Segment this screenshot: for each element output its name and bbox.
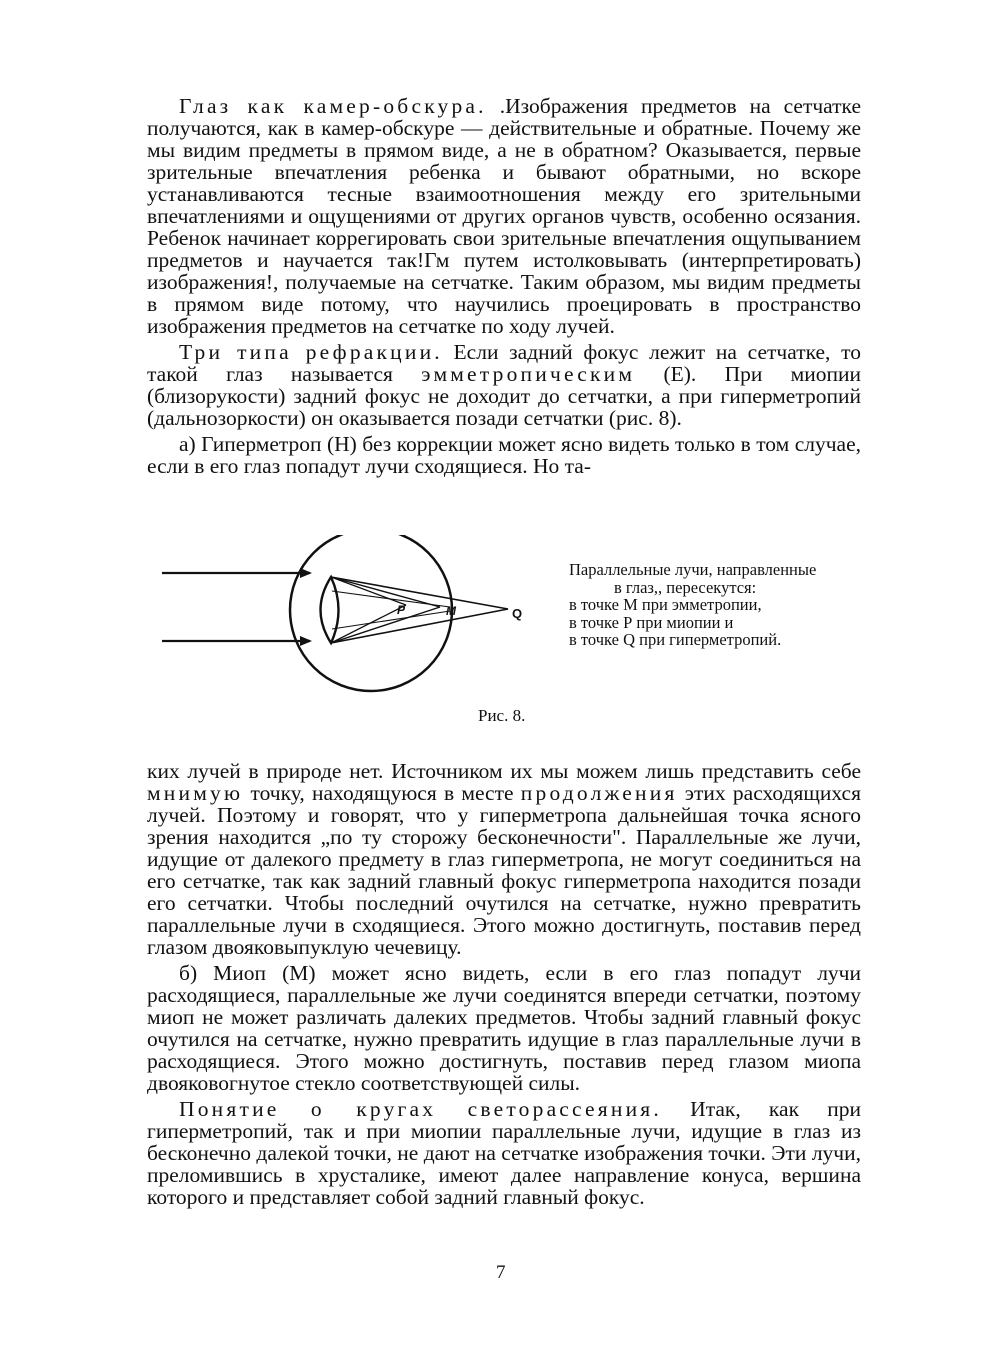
paragraph-text: .Изображения предметов на сетчатке получаются, как в камер-обскуре — действительные и обратные. Почему же мы видим предметы в прямом виде, а не в обратном? Оказывается, первые зрительные впечатления ребенка и бывают обратными, но вскоре устанавливаются тесные взаимоотношения между его зрительными впечатлениями и ощущениями от других органов чувств, особенно осязания. Ребенок начинает коррегировать свои зрительные впечатления ощупыванием предметов и научается так!Гм путем истолковывать (интерпретировать) изображения!, получаемые на сетчатке. Таким образом, мы видим предметы в прямом виде потому, что научились проецировать в пространство изображения предметов на сетчатке по ходу лучей. <box>147 94 862 338</box>
text-block-bottom <box>147 760 861 1212</box>
paragraph-circles-of-confusion <box>147 1098 861 1208</box>
paragraph-text: точку, находящуюся в месте <box>250 781 514 805</box>
paragraph-text: Итак, как при гиперметропий, так и при миопии параллельные лучи, идущие в глаз из бесконечно далекой точки, не дают на сетчатке изображения точки. Эти лучи, преломившись в хрусталике, имеют далее направление конуса, вершина которого и представляет собой задний главный фокус. <box>147 1097 861 1209</box>
caption-line: в глаз,, пересекутся: <box>614 577 757 597</box>
arrowhead-bottom <box>300 636 312 646</box>
paragraph-camera-obscura <box>147 95 861 337</box>
eyeball-outline <box>290 535 452 691</box>
caption-line: в точке М при эмметропии, <box>569 595 762 614</box>
paragraph-text: Если задний фокус лежит на сетчатке, то такой глаз называется <box>147 340 861 386</box>
ray-inner-bottom <box>332 611 450 629</box>
ray-to-m-top <box>331 577 440 607</box>
text-block-top <box>147 95 861 481</box>
eye-diagram <box>150 535 570 725</box>
emphasized-term: эмметропическим <box>421 362 636 386</box>
ray-to-p-top <box>331 577 406 605</box>
paragraph-text: б) Миоп (М) может ясно видеть, если в его глаз попадут лучи расходящиеся, параллельные же лучи соединятся впереди сетчатки, поэтому миоп не может различать далеких предметов. Чтобы задний главный фокус очутился на сетчатке, нужно превратить идущие в глаз параллельные лучи в расходящиеся. Этого можно достигнуть, поставив перед глазом миопа двояковогнутое стекло соответствующей силы. <box>147 961 861 1095</box>
paragraph-myope <box>147 962 861 1094</box>
paragraph-continuation <box>147 760 861 958</box>
paragraph-text: а) Гиперметроп (Н) без коррекции может ясно видеть только в том случае, если в его глаз попадут лучи сходящиеся. Но та- <box>147 432 861 478</box>
caption-line: в точке Q при гиперметропий. <box>569 630 782 649</box>
figure-label: Рис. 8. <box>478 706 526 725</box>
point-q-label: Q <box>512 606 523 621</box>
ray-to-p-bottom <box>331 605 406 643</box>
caption-line: в точке Р при миопии и <box>569 612 734 632</box>
section-heading: Глаз как камер-обскура. <box>179 94 487 118</box>
paragraph-text: ких лучей в природе нет. Источником их мы можем лишь представить себе <box>147 759 861 783</box>
paragraph-text: этих расходящихся лучей. Поэтому и говорят, что у гиперметропа дальнейшая точка ясного зрения находится „по ту сторожу бесконечности". Параллельные же лучи, идущие от далекого предмету в глаз гиперметропа, не могут соединиться на его сетчатке, так как задний главный фокус гиперметропа находится позади его сетчатки. Чтобы последний очутился на сетчатке, нужно превратить параллельные лучи в сходящиеся. Этого можно достигнуть, поставив перед глазом двояковыпуклую чечевицу. <box>147 781 861 959</box>
section-heading: Три типа рефракции. <box>179 340 443 364</box>
section-heading: Понятие о кругах светорассеяния. <box>179 1097 662 1121</box>
figure-side-caption <box>569 561 869 649</box>
lens-shape <box>321 577 339 643</box>
point-p-label: P <box>397 603 406 617</box>
ray-to-q-top <box>331 577 508 609</box>
paragraph-hypermetrope <box>147 433 861 477</box>
caption-line: Параллельные лучи, направленные <box>569 560 817 579</box>
paragraph-refraction-types <box>147 341 861 429</box>
point-m-label: M <box>446 604 456 618</box>
emphasized-term: продолжения <box>520 781 678 805</box>
emphasized-term: мнимую <box>147 781 244 805</box>
paragraph-text: (Е). При миопии (близорукости) задний фокус не доходит до сетчатки, а при гиперметропий (дальнозоркости) он оказывается позади сетчатки (рис. 8). <box>147 362 862 430</box>
page-number: 7 <box>496 1262 506 1283</box>
